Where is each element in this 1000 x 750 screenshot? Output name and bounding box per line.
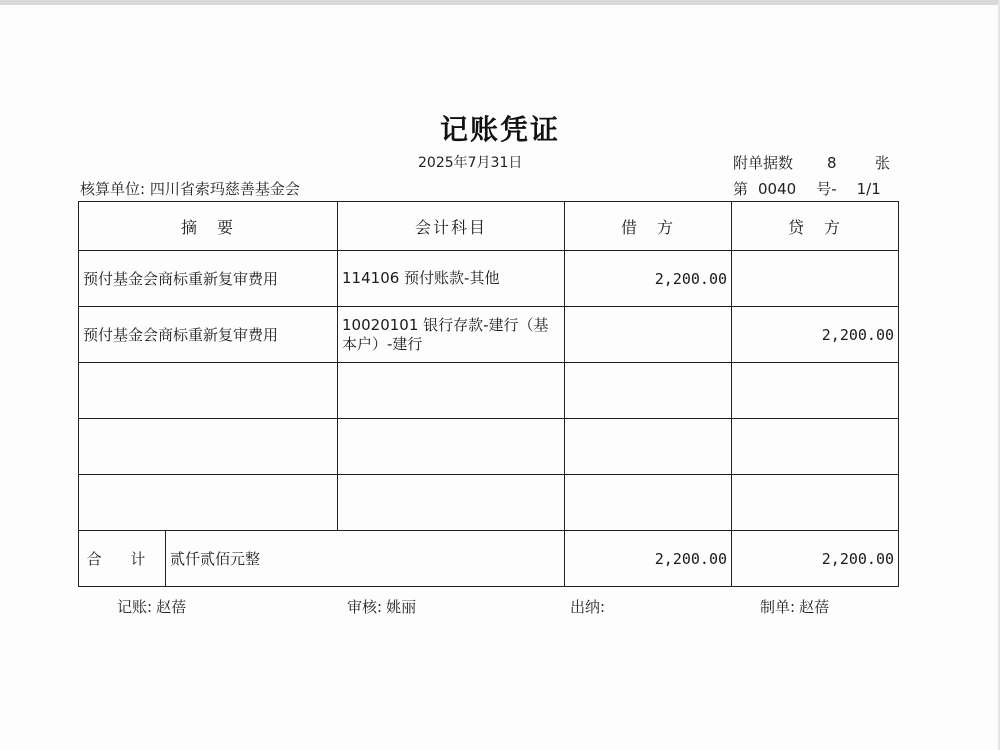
entry-account: 10020101 银行存款-建行（基本户）-建行 xyxy=(338,307,565,363)
voucher-prefix: 第 xyxy=(733,180,749,198)
entry-debit xyxy=(565,475,732,531)
bookkeeper-name: 赵蓓 xyxy=(156,598,187,616)
total-debit: 2,200.00 xyxy=(565,531,732,587)
signer-reviewer xyxy=(347,596,416,617)
total-row xyxy=(79,531,899,587)
voucher-title: 记账凭证 xyxy=(439,113,560,146)
attachments-unit: 张 xyxy=(875,154,891,172)
voucher-number-line xyxy=(733,178,881,199)
scan-edge-top xyxy=(0,0,1000,5)
entry-debit xyxy=(565,419,732,475)
table-header-row xyxy=(79,202,899,251)
voucher-table xyxy=(78,201,899,587)
table-row xyxy=(79,363,899,419)
signer-preparer xyxy=(760,596,829,617)
table-row xyxy=(79,251,899,307)
col-summary: 摘 要 xyxy=(79,202,338,251)
reviewer-label: 审核: xyxy=(347,598,383,616)
entry-summary xyxy=(79,475,338,531)
preparer-label: 制单: xyxy=(760,598,796,616)
entry-summary: 预付基金会商标重新复审费用 xyxy=(79,307,338,363)
signer-cashier xyxy=(570,596,609,617)
preparer-name: 赵蓓 xyxy=(799,598,830,616)
total-credit: 2,200.00 xyxy=(732,531,899,587)
entry-account xyxy=(338,419,565,475)
voucher-page: 1/1 xyxy=(856,180,881,198)
entry-credit xyxy=(732,251,899,307)
entry-summary xyxy=(79,363,338,419)
entry-debit: 2,200.00 xyxy=(565,251,732,307)
reviewer-name: 姚丽 xyxy=(386,598,417,616)
entry-debit xyxy=(565,363,732,419)
voucher-date: 2025年7月31日 xyxy=(418,155,523,171)
table-row xyxy=(79,307,899,363)
accounting-unit xyxy=(80,178,300,199)
attachments-label: 附单据数 xyxy=(733,154,794,172)
entry-credit xyxy=(732,363,899,419)
col-debit: 借 方 xyxy=(565,202,732,251)
entry-summary xyxy=(79,419,338,475)
attachments-count: 8 xyxy=(827,154,837,172)
entry-credit xyxy=(732,475,899,531)
signer-bookkeeper xyxy=(117,596,186,617)
entry-credit xyxy=(732,419,899,475)
accounting-unit-name: 四川省索玛慈善基金会 xyxy=(149,180,300,198)
total-amount-in-words: 贰仟贰佰元整 xyxy=(166,531,565,587)
voucher-suffix: 号- xyxy=(816,180,837,198)
cashier-label: 出纳: xyxy=(570,598,606,616)
col-account: 会计科目 xyxy=(338,202,565,251)
bookkeeper-label: 记账: xyxy=(117,598,153,616)
entry-summary: 预付基金会商标重新复审费用 xyxy=(79,251,338,307)
col-credit: 贷 方 xyxy=(732,202,899,251)
table-row xyxy=(79,419,899,475)
accounting-unit-label: 核算单位: xyxy=(80,180,146,198)
entry-account xyxy=(338,363,565,419)
voucher-number: 0040 xyxy=(758,180,797,198)
total-label: 合 计 xyxy=(79,531,166,587)
entry-debit xyxy=(565,307,732,363)
entry-credit: 2,200.00 xyxy=(732,307,899,363)
entry-account: 114106 预付账款-其他 xyxy=(338,251,565,307)
attachments-info xyxy=(733,152,890,173)
entry-account xyxy=(338,475,565,531)
table-row xyxy=(79,475,899,531)
